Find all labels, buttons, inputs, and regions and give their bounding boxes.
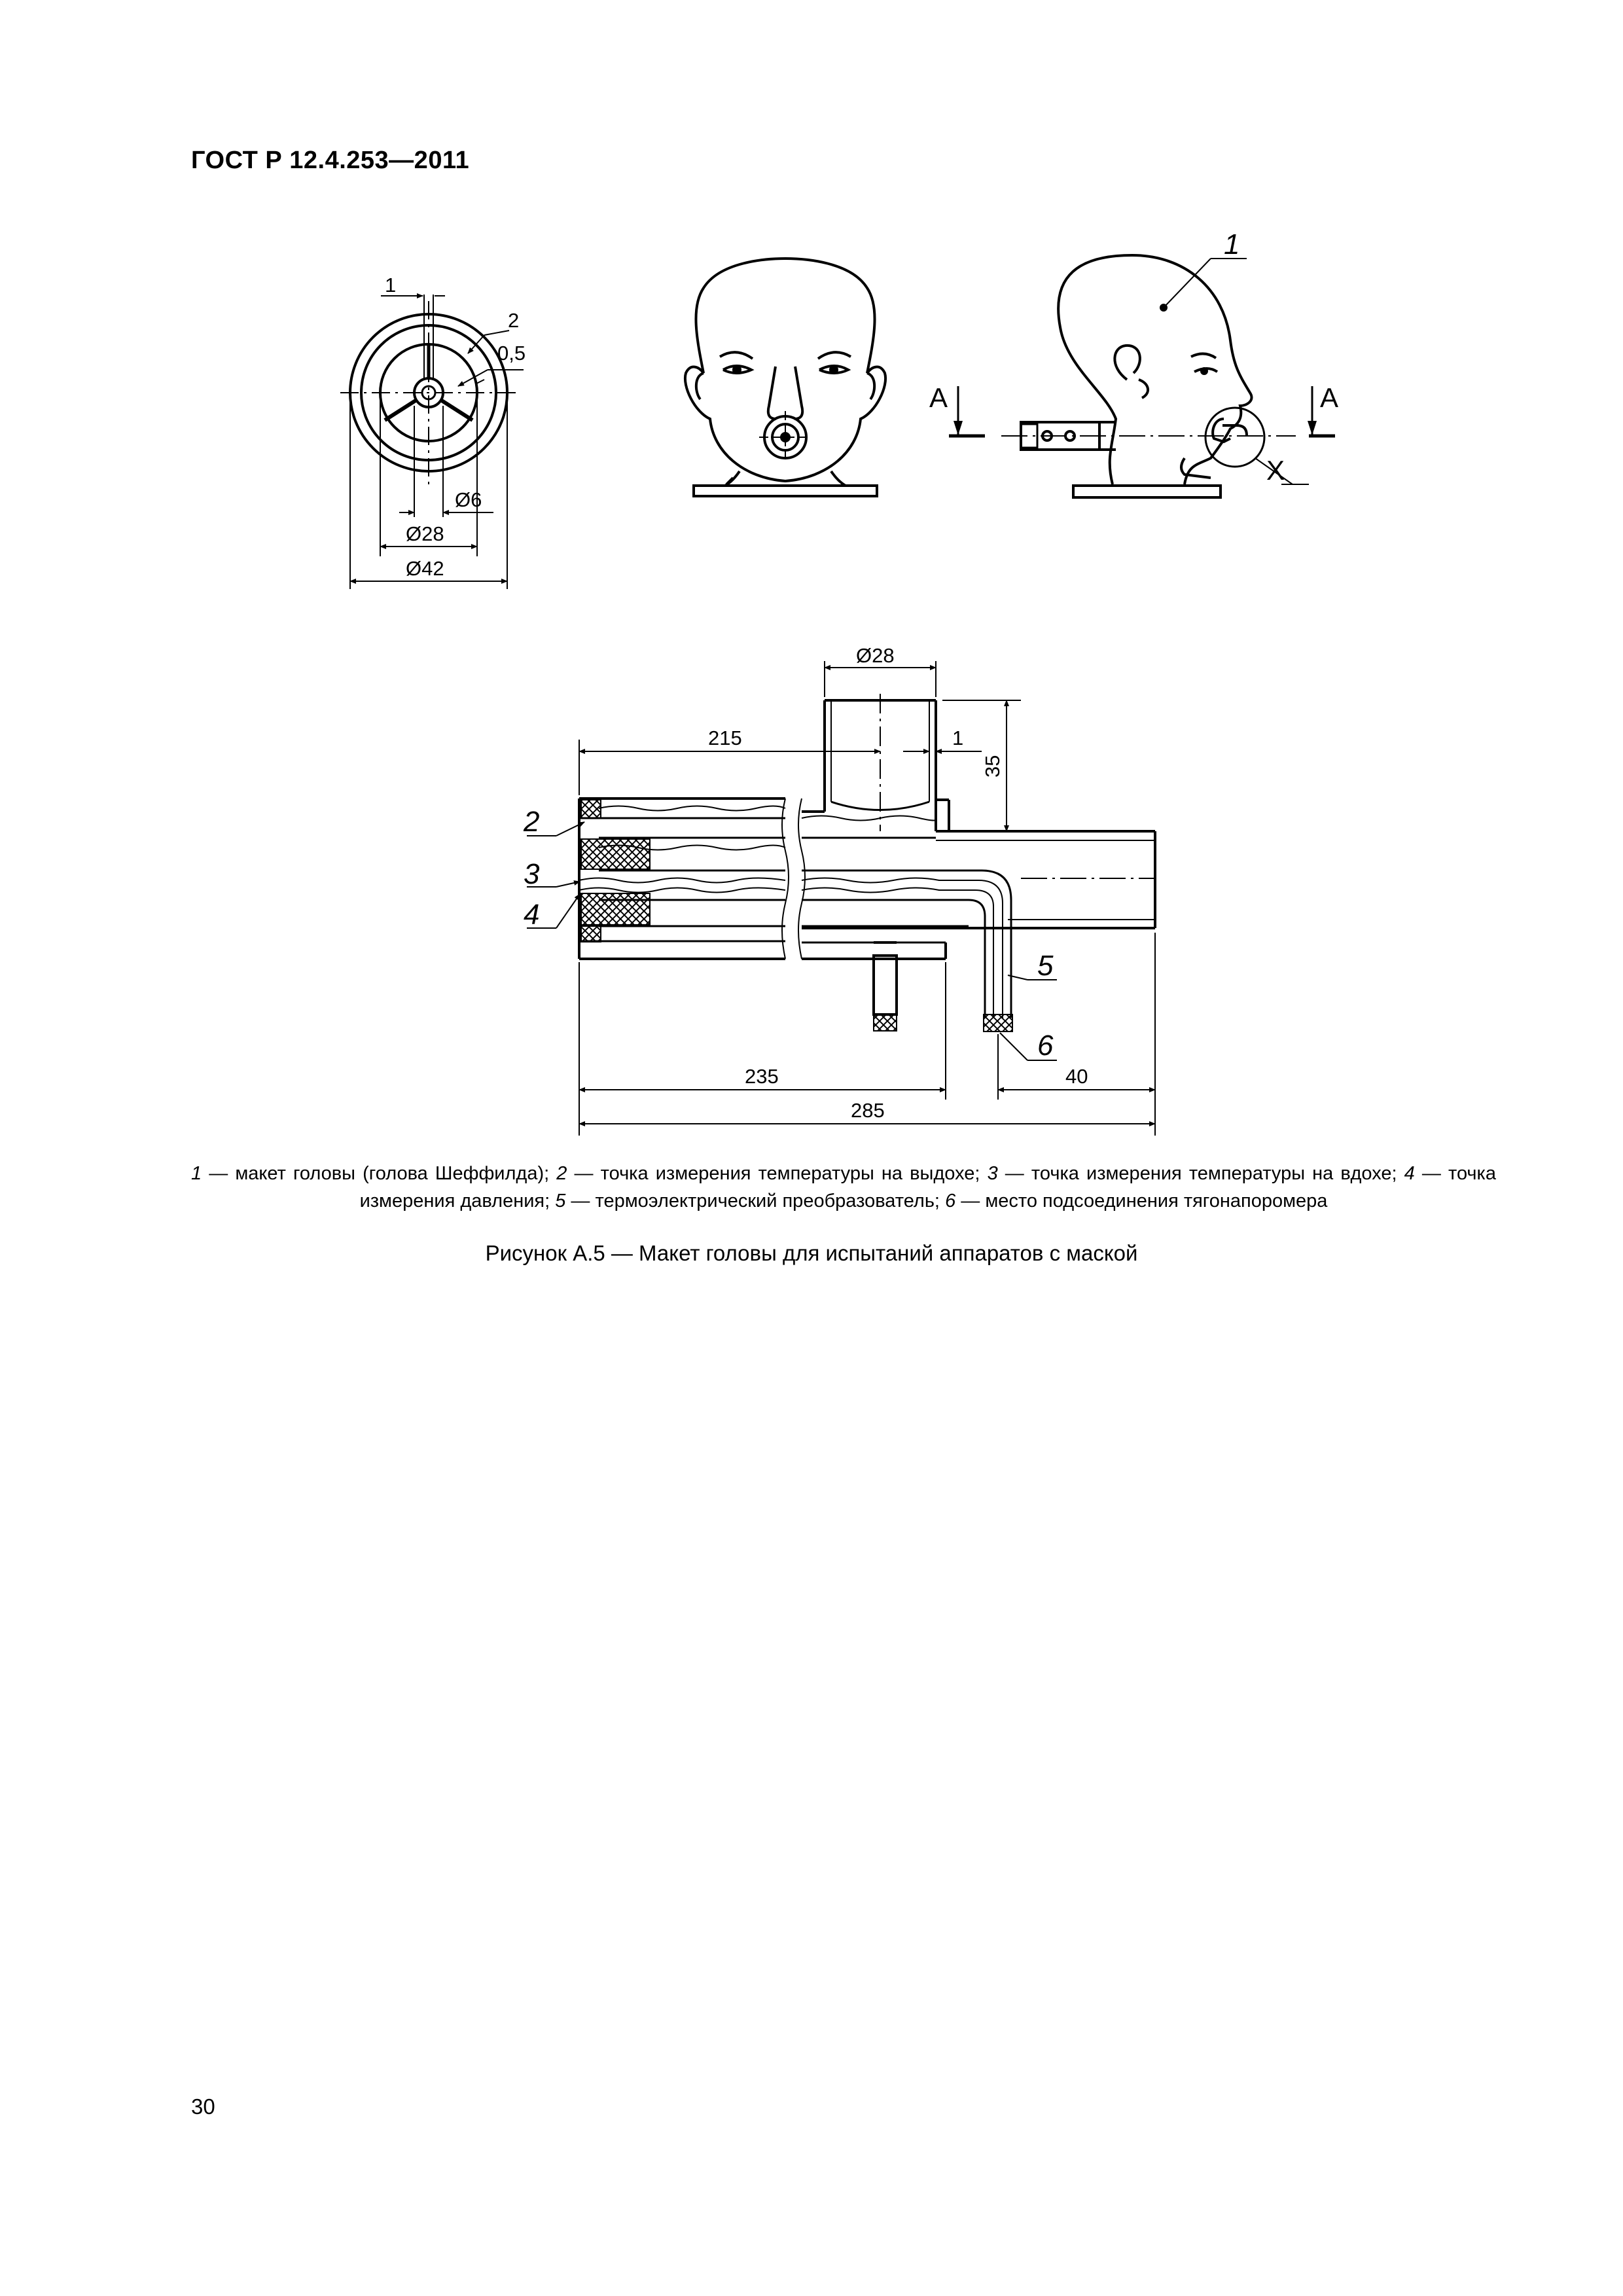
callout-1: 1 xyxy=(1224,228,1240,260)
legend-num-3: 3 xyxy=(987,1163,998,1184)
legend-text-1: — макет головы (голова Шеффилда); xyxy=(202,1163,557,1184)
dim-40: 40 xyxy=(1065,1065,1088,1088)
document-header: ГОСТ Р 12.4.253—2011 xyxy=(191,147,470,174)
dim-35: 35 xyxy=(981,755,1004,778)
callout-5: 5 xyxy=(1037,950,1054,982)
detail-x-label: X xyxy=(1266,455,1285,486)
head-front-view xyxy=(685,259,885,496)
pipe-section-view xyxy=(527,661,1155,1136)
figure-legend xyxy=(191,1160,1496,1215)
section-a-left: A xyxy=(929,382,948,413)
dim-0-5: 0,5 xyxy=(497,342,526,365)
callout-6: 6 xyxy=(1037,1030,1054,1062)
legend-text-6: — место подсоединения тягонапоромера xyxy=(955,1191,1328,1211)
dim-diameter-6: Ø6 xyxy=(455,488,482,511)
legend-text-4: — точка измерения давления; xyxy=(359,1163,1496,1211)
legend-text-5: — термоэлектрический преобразователь; xyxy=(565,1191,946,1211)
dim-2: 2 xyxy=(508,309,520,332)
page-number: 30 xyxy=(191,2094,215,2119)
dim-diameter-42: Ø42 xyxy=(406,557,444,580)
callout-4: 4 xyxy=(524,899,540,931)
dim-diameter-28: Ø28 xyxy=(406,522,444,545)
legend-num-5: 5 xyxy=(555,1191,566,1211)
callout-3: 3 xyxy=(524,858,540,890)
legend-text-2: — точка измерения температуры на выдохе; xyxy=(567,1163,988,1184)
callout-2: 2 xyxy=(524,806,540,838)
section-a-right: A xyxy=(1320,382,1339,413)
dim-1-top: 1 xyxy=(385,274,397,296)
legend-num-6: 6 xyxy=(945,1191,956,1211)
dim-235: 235 xyxy=(745,1065,779,1088)
dim-pipe-1: 1 xyxy=(952,726,964,749)
dim-285: 285 xyxy=(851,1099,885,1122)
legend-text-3: — точка измерения температуры на вдохе; xyxy=(997,1163,1404,1184)
figure-caption: Рисунок А.5 — Макет головы для испытаний аппаратов с маской xyxy=(485,1241,1138,1265)
legend-num-2: 2 xyxy=(556,1163,567,1184)
dim-215: 215 xyxy=(708,726,742,749)
dim-pipe-diameter-28: Ø28 xyxy=(856,644,895,667)
legend-num-4: 4 xyxy=(1404,1163,1415,1184)
legend-num-1: 1 xyxy=(191,1163,202,1184)
